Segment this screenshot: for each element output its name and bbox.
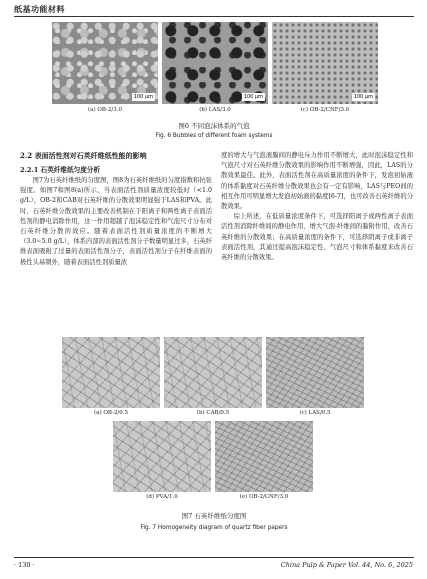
left-column (20, 151, 212, 268)
subsection-heading: 2.2.1 石英纤维纸匀度分析 (20, 166, 100, 174)
paragraph: 综上所述，在低质量浓度条件下，可选择阳离子或两性离子表面活性剂消除纤维间的静电作用，增大气泡-纤维间的黏附作用，改善石英纤维的分散效果；在高质量浓度的条件下，可选择阴离子或非离子表面活性剂，其通过提高泡沫稳定性、气泡尺寸和体系黏度来改善石英纤维的分散效果。 (221, 213, 413, 262)
journal-header: 纸基功能材料 (14, 5, 65, 14)
header-rule (14, 16, 414, 17)
fig7-label-c: (c) LAS/0.5 (299, 410, 331, 416)
scale-bar: 100 μm (133, 94, 153, 100)
scale-bar: 100 μm (243, 94, 263, 100)
fig6-caption-cn: 图6 不同泡沫体系的气泡 (178, 122, 250, 130)
fig7-label-e: (e) OB-2/CNF/3.0 (239, 494, 289, 500)
fig7-label-a: (a) OB-2/0.5 (94, 410, 128, 416)
fig6-label-c: (c) OB-2/CNF/3.0 (300, 107, 350, 113)
fig7-image-a (62, 337, 160, 408)
fig7-caption-en: Fig. 7 Homogeneity diagram of quartz fiber papers (140, 525, 288, 531)
fig6-label-a: (a) OB-2/3.0 (88, 107, 122, 113)
page-number: · 130 · (14, 561, 35, 569)
scale-bar: 100 μm (353, 94, 373, 100)
fig6-image-c (272, 22, 378, 104)
fig7-caption-cn: 图7 石英纤维纸匀度图 (181, 512, 247, 520)
fig7-image-b (164, 337, 262, 408)
paragraph: 图7为石英纤维纸的匀度图，图8为石英纤维纸的匀度指数和抗张强度。如图7和图8(a)所示，当表面活性剂质量浓度较低时（<1.0 g/L），OB-2和CAB对石英纤维的分散效果明显强于LAS和PVA。此时，石英纤维分散效果的主要改善机制在于阳离子和两性离子表面活性剂的静电消除作用，这一作用超越了泡沫稳定性和气泡尺寸分布对石英纤维分散的效应。随着表面活性剂质量浓度的不断增大（3.0~5.0 g/L），体系内部的表面活性剂分子数量明显过多，石英纤维表面吸附了过量的表面活性剂分子，表面活性剂分子在纤维表面的极性头基朝外，随着表面活性剂质量浓 (20, 177, 212, 266)
fig7-image-e (215, 421, 313, 492)
fig6-image-a (52, 22, 158, 104)
fig6-label-b: (b) LAS/3.0 (199, 107, 231, 113)
paragraph: 度的增大与气泡液膜间的静电斥力作用不断增大，此时泡沫稳定性和气泡尺寸对石英纤维分散效果的影响作用不断增强，因此，LAS的分散效果最佳。此外，表面活性剂在高质量浓度的条件下，发泡初始液的体系黏度对石英纤维分散效果也会有一定有影响，LAS与PEO间的相互作用可明显增大发泡初始液的黏度[6-7]，也可改善石英纤维的分散效果。 (221, 152, 413, 211)
fig7-label-b: (b) CAB/0.5 (196, 410, 230, 416)
section-heading: 2.2 表面活性剂对石英纤维纸性能的影响 (20, 151, 147, 160)
fig7-image-d (113, 421, 211, 492)
fig6-image-b (162, 22, 268, 104)
footer-rule (14, 557, 414, 558)
right-column (221, 151, 413, 263)
fig7-label-d: (d) PVA/1.0 (146, 494, 178, 500)
fig6-caption-en: Fig. 6 Bubbles of different foam systems (155, 133, 273, 139)
journal-footer: China Pulp & Paper Vol. 44, No. 6, 2025 (280, 561, 413, 569)
fig7-image-c (266, 337, 364, 408)
